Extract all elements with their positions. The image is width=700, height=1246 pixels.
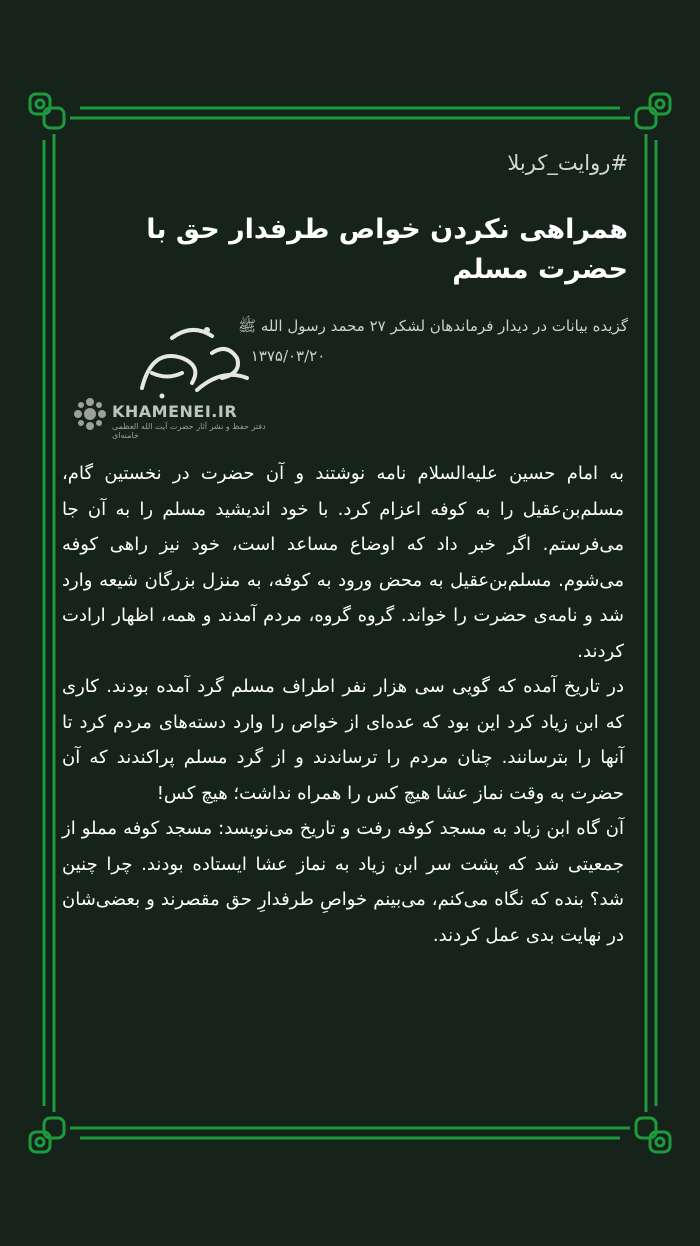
corner-knot-top-left [30,94,64,128]
logo-office-name: دفتر حفظ و نشر آثار حضرت آیت الله العظمی خامنه‌ای [112,422,266,440]
khamenei-logo [72,318,272,440]
corner-knot-top-right [636,94,670,128]
paragraph: آن گاه ابن زیاد به مسجد کوفه رفت و تاریخ می‌نویسد: مسجد کوفه مملو از جمعیتی شد که پشت سر ابن زیاد به نماز عشا ایستاده بودند. چرا چنین شد؟ بنده که نگاه می‌کنم، می‌بینم خواصِ طرفدارِ حق مقصرند و بعضی‌شان در نهایت بدی عمل کردند. [62,818,624,946]
corner-knot-bottom-right [636,1118,670,1152]
body-text [62,456,624,953]
corner-knot-bottom-left [30,1118,64,1152]
logo-emblem-icon [72,396,108,432]
date: ۱۳۷۵/۰۳/۲۰ [250,347,326,365]
paragraph: به امام حسین علیه‌السلام نامه نوشتند و آن حضرت در نخستین گام، مسلم‌بن‌عقیل را به کوفه اعزام کرد. با خود اندیشید مسلم را به آن جا می‌فرستم. اگر خبر داد که اوضاع مساعد است، خود نیز راهی کوفه می‌شوم. مسلم‌بن‌عقیل به محض ورود به کوفه، به منزل بزرگان شیعه وارد شد و نامه‌ی حضرت را خواند. گروه گروه، مردم آمدند و همه، اظهار ارادت کردند. [62,463,624,662]
logo-site-name: KHAMENEI.IR [112,402,238,421]
paragraph: در تاریخ آمده که گویی سی هزار نفر اطراف مسلم گرد آمده بودند. کاری که ابن زیاد کرد این بود که عده‌ای از خواص را وارد دسته‌های مردم کرد تا آنها را بترسانند. چنان مردم را ترساندند و از گرد مسلم پراکندند که آن حضرت به وقت نماز عشا هیچ کس را همراه نداشت؛ هیچ کس! [62,676,624,804]
hashtag[interactable]: #روایت_کربلا [507,151,628,175]
page-title: همراهی نکردن خواص طرفدار حق با حضرت مسلم [146,214,628,285]
calligraphy-logo-icon [72,318,272,408]
source-line: گزیده بیانات در دیدار فرماندهان لشکر ۲۷ محمد رسول الله ﷺ [237,317,628,335]
